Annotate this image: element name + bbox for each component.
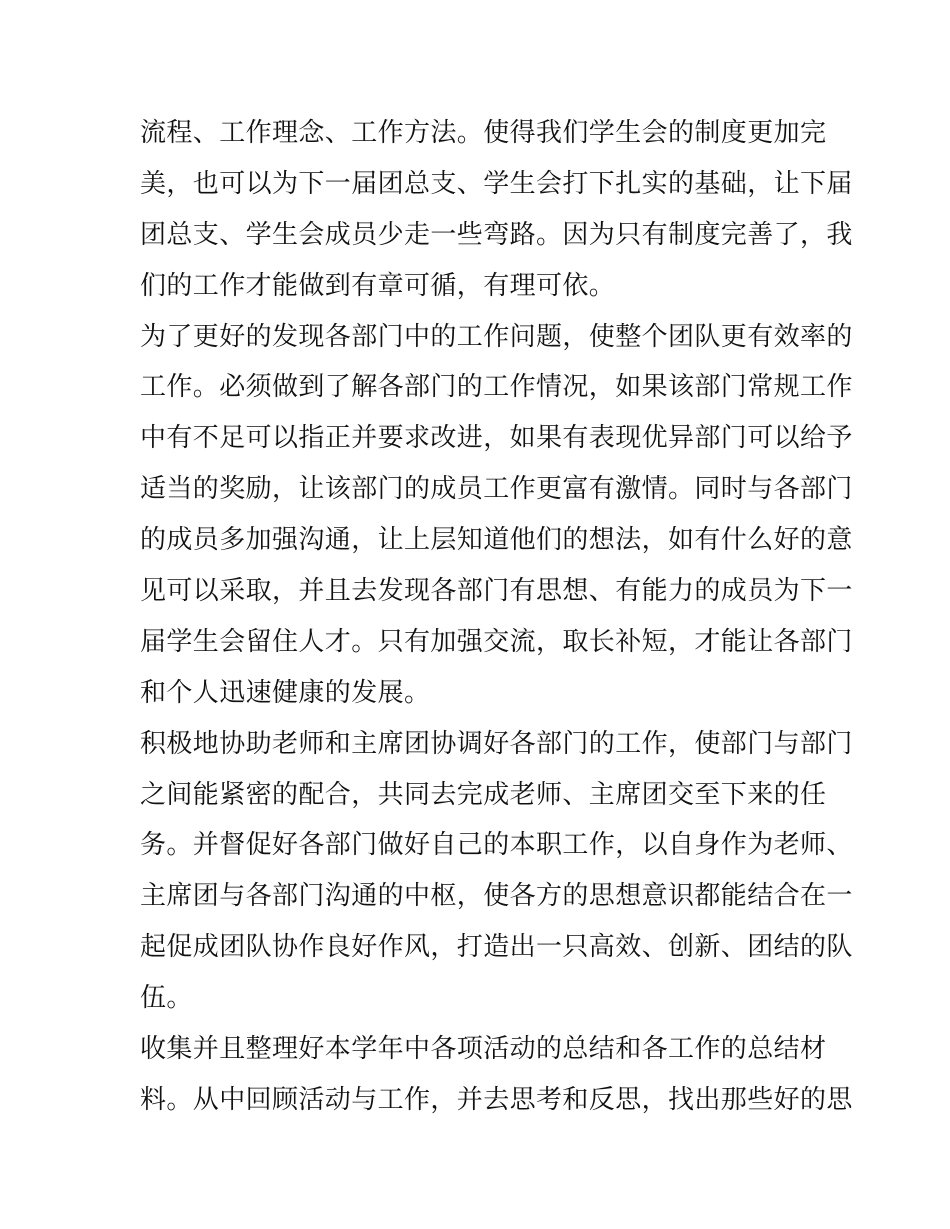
body-text bbox=[140, 108, 853, 1126]
text-line: 伍。 bbox=[140, 983, 193, 1014]
text-line: 之间能紧密的配合，共同去完成老师、主席团交至下来的任 bbox=[140, 779, 827, 810]
text-line: 团总支、学生会成员少走一些弯路。因为只有制度完善了，我 bbox=[140, 219, 853, 250]
text-line: 和个人迅速健康的发展。 bbox=[140, 677, 431, 708]
text-line: 美，也可以为下一届团总支、学生会打下扎实的基础，让下届 bbox=[140, 168, 853, 199]
text-line: 适当的奖励，让该部门的成员工作更富有激情。同时与各部门 bbox=[140, 474, 853, 505]
text-line: 务。并督促好各部门做好自己的本职工作，以自身作为老师、 bbox=[140, 830, 853, 861]
text-line: 中有不足可以指正并要求改进，如果有表现优异部门可以给予 bbox=[140, 423, 853, 454]
text-line: 们的工作才能做到有章可循，有理可依。 bbox=[140, 270, 616, 301]
text-line: 见可以采取，并且去发现各部门有思想、有能力的成员为下一 bbox=[140, 576, 853, 607]
text-line: 起促成团队协作良好作风，打造出一只高效、创新、团结的队 bbox=[140, 932, 853, 963]
text-line: 工作。必须做到了解各部门的工作情况，如果该部门常规工作 bbox=[140, 372, 853, 403]
text-line: 流程、工作理念、工作方法。使得我们学生会的制度更加完 bbox=[140, 118, 827, 148]
text-line: 届学生会留住人才。只有加强交流，取长补短，才能让各部门 bbox=[140, 626, 853, 657]
text-line: 的成员多加强沟通，让上层知道他们的想法，如有什么好的意 bbox=[140, 525, 853, 556]
text-line: 料。从中回顾活动与工作，并去思考和反思，找出那些好的思 bbox=[140, 1084, 853, 1115]
text-line: 主席团与各部门沟通的中枢，使各方的思想意识都能结合在一 bbox=[140, 881, 853, 912]
text-line: 积极地协助老师和主席团协调好各部门的工作，使部门与部门 bbox=[140, 728, 853, 759]
text-line: 收集并且整理好本学年中各项活动的总结和各工作的总结材 bbox=[140, 1034, 827, 1065]
text-line: 为了更好的发现各部门中的工作问题，使整个团队更有效率的 bbox=[140, 321, 853, 352]
